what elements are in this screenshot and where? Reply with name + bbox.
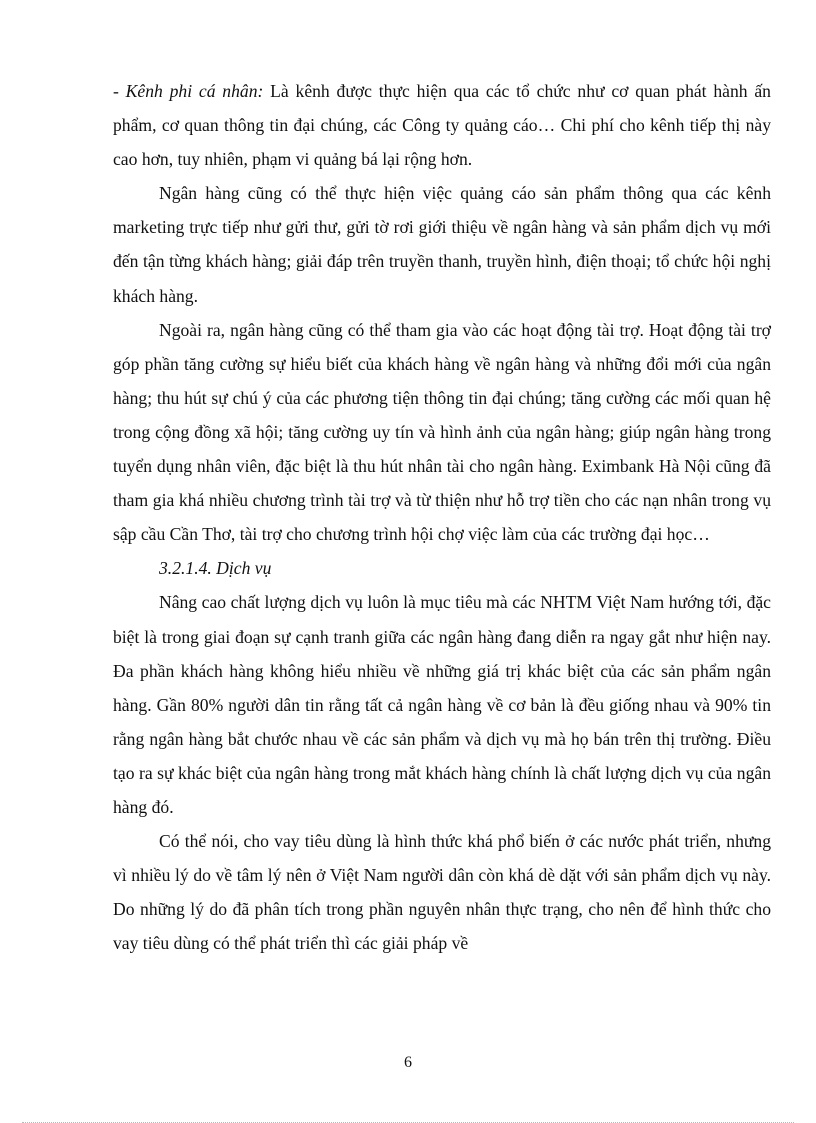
page-number: 6: [404, 1054, 412, 1071]
paragraph-direct-marketing: Ngân hàng cũng có thể thực hiện việc quảng cáo sản phẩm thông qua các kênh marketing trực tiếp như gửi thư, gửi tờ rơi giới thiệu về ngân hàng và sản phẩm dịch vụ mới đến tận từng khách hàng; giải đáp trên truyền thanh, truyền hình, điện thoại; tổ chức hội nghị khách hàng.: [113, 183, 771, 306]
section-heading: 3.2.1.4. Dịch vụ: [159, 558, 272, 579]
paragraph-service-quality: Nâng cao chất lượng dịch vụ luôn là mục tiêu mà các NHTM Việt Nam hướng tới, đặc biệt là trong giai đoạn sự cạnh tranh giữa các ngân hàng đang diễn ra ngay gắt như hiện nay. Đa phần khách hàng không hiểu nhiều về những giá trị khác biệt của các sản phẩm ngân hàng. Gần 80% người dân tin rằng tất cả ngân hàng về cơ bản là đều giống nhau và 90% tin rằng ngân hàng bắt chước nhau về các sản phẩm và dịch vụ mà họ bán trên thị trường. Điều tạo ra sự khác biệt của ngân hàng trong mắt khách hàng chính là chất lượng dịch vụ của ngân hàng đó.: [113, 592, 771, 817]
paragraph-text: Là kênh được thực hiện qua các tổ chức như cơ quan phát hành ấn phẩm, cơ quan thông tin đại chúng, các Công ty quảng cáo… Chi phí cho kênh tiếp thị này cao hơn, tuy nhiên, phạm vi quảng bá lại rộng hơn.: [113, 81, 771, 170]
body-text: [113, 74, 771, 960]
paragraph-sponsorship: Ngoài ra, ngân hàng cũng có thể tham gia vào các hoạt động tài trợ. Hoạt động tài trợ góp phần tăng cường sự hiểu biết của khách hàng về ngân hàng và những đổi mới của ngân hàng; thu hút sự chú ý của các phương tiện thông tin đại chúng; tăng cường các mối quan hệ trong cộng đồng xã hội; tăng cường uy tín và hình ảnh của ngân hàng; giúp ngân hàng trong tuyển dụng nhân viên, đặc biệt là thu hút nhân tài cho ngân hàng. Eximbank Hà Nội cũng đã tham gia khá nhiều chương trình tài trợ và từ thiện như hỗ trợ tiền cho các nạn nhân trong vụ sập cầu Cần Thơ, tài trợ cho chương trình hội chợ việc làm của các trường đại học…: [113, 319, 771, 545]
paragraph-consumer-lending: Có thể nói, cho vay tiêu dùng là hình thức khá phổ biến ở các nước phát triển, nhưng vì nhiều lý do về tâm lý nên ở Việt Nam người dân còn khá dè dặt với sản phẩm dịch vụ này. Do những lý do đã phân tích trong phần nguyên nhân thực trạng, cho nên để hình thức cho vay tiêu dùng có thể phát triển thì các giải pháp về: [113, 831, 771, 954]
paragraph-non-personal-channel: [113, 74, 771, 176]
term-label: - Kênh phi cá nhân:: [113, 81, 264, 101]
